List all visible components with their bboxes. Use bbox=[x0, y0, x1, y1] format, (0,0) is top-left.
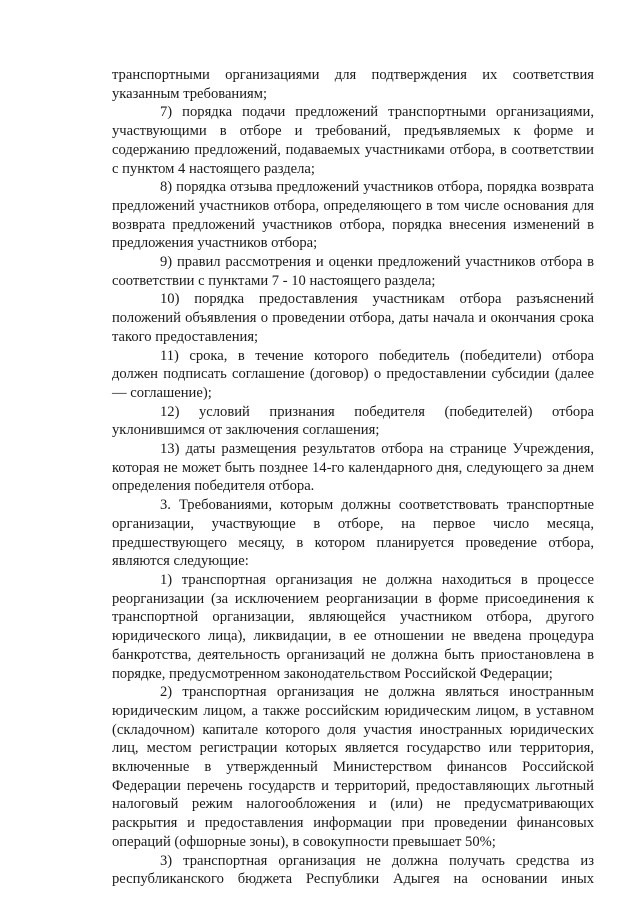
paragraph-item-7: 7) порядка подачи предложений транспортными организациями, участвующими в отборе и требований, предъявляемых к форме и содержанию предложений, подаваемых участниками отбора, в соответствии с пунктом 4 настоящего раздела; bbox=[112, 104, 594, 177]
paragraph-requirement-2: 2) транспортная организация не должна являться иностранным юридическим лицом, а также российским юридическим лицом, в уставном (складочном) капитале которого доля участия иностранных юридических лиц, местом регистрации которых является государство или территория, включенные в утвержденный Министерством финансов Российской Федерации перечень государств и территорий, предоставляющих льготный налоговый режим налогообложения и (или) не предусматривающих раскрытия и предоставления информации при проведении финансовых операций (офшорные зоны), в совокупности превышает 50%; bbox=[112, 684, 594, 850]
paragraph-item-9: 9) правил рассмотрения и оценки предложений участников отбора в соответствии с пунктами 7 - 10 настоящего раздела; bbox=[112, 254, 594, 289]
document-page bbox=[112, 66, 594, 889]
paragraph-requirement-1: 1) транспортная организация не должна находиться в процессе реорганизации (за исключением реорганизации в форме присоединения к транспортной организации, являющейся участником отбора, другого юридического лица), ликвидации, в ее отношении не введена процедура банкротства, деятельность организаций не должна быть приостановлена в порядке, предусмотренном законодательством Российской Федерации; bbox=[112, 571, 594, 682]
paragraph-item-12: 12) условий признания победителя (победителей) отбора уклонившимся от заключения соглашения; bbox=[112, 403, 594, 439]
paragraph-continuation: транспортными организациями для подтверждения их соответствия указанным требованиям; bbox=[112, 67, 594, 102]
paragraph-item-13: 13) даты размещения результатов отбора на странице Учреждения, которая не может быть позднее 14-го календарного дня, следующего за днем определения победителя отбора. bbox=[112, 441, 594, 495]
paragraph-section-3: 3. Требованиями, которым должны соответствовать транспортные организации, участвующие в отборе, на первое число месяца, предшествующего месяцу, в котором планируется проведение отбора, являются следующие: bbox=[112, 497, 594, 570]
paragraph-requirement-3: 3) транспортная организация не должна получать средства из республиканского бюджета Республики Адыгея на основании иных bbox=[112, 852, 594, 888]
paragraph-item-11: 11) срока, в течение которого победитель (победители) отбора должен подписать соглашение (договор) о предоставлении субсидии (далее — соглашение); bbox=[112, 347, 594, 401]
paragraph-item-8: 8) порядка отзыва предложений участников отбора, порядка возврата предложений участников отбора, определяющего в том числе основания для возврата предложений участников отбора, порядка внесения изменений в предложения участников отбора; bbox=[112, 179, 594, 252]
paragraph-item-10: 10) порядка предоставления участникам отбора разъяснений положений объявления о проведении отбора, даты начала и окончания срока такого предоставления; bbox=[112, 291, 594, 345]
